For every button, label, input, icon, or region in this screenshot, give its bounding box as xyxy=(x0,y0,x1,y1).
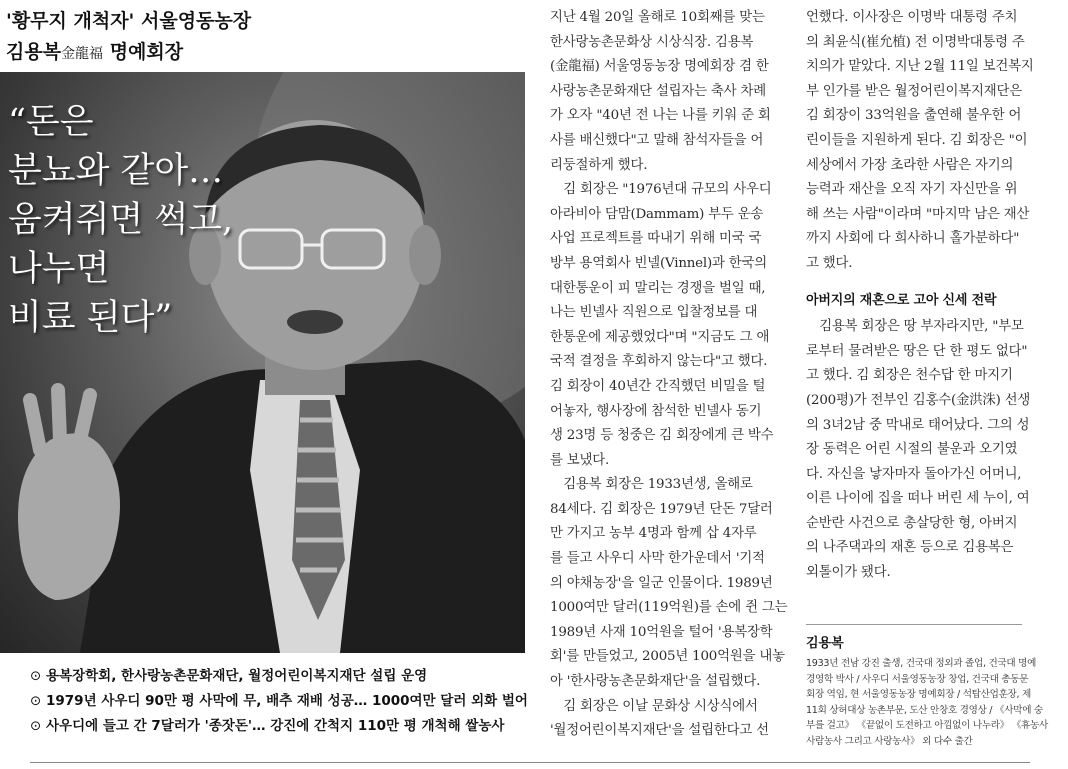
text-line: 사람농사 그리고 사랑농사》 외 다수 출간 xyxy=(806,735,973,747)
text-line: '월정어린이복지재단'을 설립한다고 선 xyxy=(550,723,769,739)
text-line: 만 가지고 농부 4명과 함께 삽 4자루 xyxy=(550,526,757,542)
profile-divider xyxy=(806,624,1022,625)
text-line: 회장 역임, 현 서울영동농장 명예회장 / 석탑산업훈장, 제 xyxy=(806,689,1031,701)
text-line: 한통운에 제공했었다"며 "지금도 그 애 xyxy=(550,329,770,345)
text-line: 이른 나이에 집을 떠나 버린 세 누이, 여 xyxy=(806,491,1030,507)
text-line: 로부터 물려받은 땅은 단 한 평도 없다" xyxy=(806,343,1028,359)
text-line: 사랑농촌문화재단 설립자는 축사 차례 xyxy=(550,83,766,99)
text-line: 한사랑농촌문화상 시상식장. 김용복 xyxy=(550,34,754,50)
person-title: 명예회장 xyxy=(109,41,184,63)
text-line: 외톨이가 됐다. xyxy=(806,565,891,581)
quote-line: 분뇨와 같아… xyxy=(8,151,224,191)
text-line: 부를 걸고》 《끝없이 도전하고 아낌없이 나누라》 《휴농사 xyxy=(806,720,1048,732)
bullet-mark-icon: ⊙ xyxy=(30,668,42,684)
text-line: 를 들고 사우디 사막 한가운데서 '기적 xyxy=(550,551,765,567)
text-line: 가 오자 "40년 전 나는 나를 키워 준 회 xyxy=(550,108,771,124)
bullet-item xyxy=(30,714,530,739)
quote-line: “돈은 xyxy=(8,102,94,142)
text-line: 생 23명 등 청중은 김 회장에게 큰 박수 xyxy=(550,428,774,444)
text-line: 1989년 사재 10억원을 털어 '용복장학 xyxy=(550,624,773,640)
text-line: 대한통운이 피 말리는 경쟁을 벌일 때, xyxy=(550,280,766,296)
text-line: 고 했다. 김 회장은 천수답 한 마지기 xyxy=(806,368,1013,384)
bullet-mark-icon: ⊙ xyxy=(30,718,42,734)
text-line: 김 회장은 이날 문화상 시상식에서 xyxy=(550,698,758,714)
section-subhead: 아버지의 재혼으로 고아 신세 전락 xyxy=(806,292,997,308)
text-line: 의 3녀2남 중 막내로 태어났다. 그의 성 xyxy=(806,417,1030,433)
text-line: 어놓자, 행사장에 참석한 빈넬사 동기 xyxy=(550,403,762,419)
text-line: 아 '한사랑농촌문화재단'을 설립했다. xyxy=(550,674,761,690)
text-line: 84세다. 김 회장은 1979년 단돈 7달러 xyxy=(550,501,773,517)
summary-bullets xyxy=(30,664,530,739)
text-line: 김용복 회장은 1933년생, 올해로 xyxy=(550,477,753,493)
person-name: 김용복 xyxy=(6,41,62,63)
text-line: 리둥절하게 했다. xyxy=(550,157,648,173)
name-headline xyxy=(6,37,183,64)
text-line: 사를 배신했다"고 말해 참석자들을 어 xyxy=(550,132,764,148)
text-line: (200평)가 전부인 김홍수(金洪洙) 선생 xyxy=(806,392,1031,408)
column-2-bottom xyxy=(806,315,1031,586)
text-line: 순반란 사건으로 총살당한 형, 아버지 xyxy=(806,515,1018,531)
text-line: 의 최윤식(崔允植) 전 이명박대통령 주 xyxy=(806,34,1025,50)
text-line: 다. 자신을 낳자마자 돌아가신 어머니, xyxy=(806,466,1022,482)
text-line: 해 쓰는 사람"이라며 "마지막 남은 재산 xyxy=(806,206,1030,222)
bullet-text: 사우디에 들고 간 7달러가 '종잣돈'… 강진에 간척지 110만 평 개척해 쌀농사 xyxy=(46,718,505,734)
text-line: 치의가 맡았다. 지난 2월 11일 보건복지 xyxy=(806,59,1034,75)
quote-line: 비료 된다” xyxy=(8,298,173,338)
text-line: 의 나주댁과의 재혼 등으로 김용복은 xyxy=(806,540,1014,556)
bullet-item xyxy=(30,689,530,714)
bullet-text: 1979년 사우디 90만 평 사막에 무, 배추 재배 성공… 1000여만 달러 외화 벌어 xyxy=(46,693,528,709)
text-line: 의 야채농장'을 일군 인물이다. 1989년 xyxy=(550,575,773,591)
pull-quote xyxy=(8,98,233,343)
text-line: 방부 용역회사 빈넬(Vinnel)과 한국의 xyxy=(550,255,768,271)
text-line: 까지 사회에 다 희사하니 홀가분하다" xyxy=(806,231,1020,247)
text-line: (金龍福) 서울영동농장 명예회장 겸 한 xyxy=(550,59,769,75)
quote-line: 움켜쥐면 썩고, xyxy=(8,200,234,240)
text-line: 김 회장이 40년간 간직했던 비밀을 털 xyxy=(550,378,766,394)
text-line: 를 보냈다. xyxy=(550,452,610,468)
bullet-mark-icon: ⊙ xyxy=(30,693,42,709)
text-line: 국적 결정을 후회하지 않는다"고 했다. xyxy=(550,354,768,370)
profile-title: 김용복 xyxy=(806,636,844,651)
portrait-photo xyxy=(0,0,525,653)
profile-box xyxy=(806,656,1048,750)
text-line: 세상에서 가장 초라한 사람은 자기의 xyxy=(806,157,1014,173)
text-line: 김용복 회장은 땅 부자라지만, "부모 xyxy=(806,319,1024,335)
text-line: 장 동력은 어린 시절의 불운과 오기였 xyxy=(806,442,1018,458)
text-line: 회'를 만들었고, 2005년 100억원을 내놓 xyxy=(550,649,785,665)
quote-line: 나누면 xyxy=(8,249,110,289)
article-column-1 xyxy=(550,6,788,744)
text-line: 1933년 전남 강진 출생, 건국대 정외과 졸업, 건국대 명예 xyxy=(806,658,1037,669)
text-line: 지난 4월 20일 올해로 10회째를 맞는 xyxy=(550,10,765,25)
text-line: 김 회장이 33억원을 출연해 불우한 어 xyxy=(806,108,1022,124)
text-line: 능력과 재산을 오직 자기 자신만을 위 xyxy=(806,182,1018,198)
text-line: 언했다. 이사장은 이명박 대통령 주치 xyxy=(806,10,1018,25)
text-line: 경영학 박사 / 사우디 서울영동농장 창업, 건국대 총동문 xyxy=(806,673,1029,685)
text-line: 11회 상허대상 농촌부문, 도산 안창호 경영상 / 《사막에 숭 xyxy=(806,704,1043,716)
text-line: 사업 프로젝트를 따내기 위해 미국 국 xyxy=(550,231,762,247)
text-line: 고 했다. xyxy=(806,255,853,271)
person-name-hanja: 金龍福 xyxy=(61,46,104,62)
kicker-headline: '황무지 개척자' 서울영동농장 xyxy=(6,10,252,32)
text-line: 김 회장은 "1976년대 규모의 사우디 xyxy=(550,182,772,198)
bullet-text: 용복장학회, 한사랑농촌문화재단, 월정어린이복지재단 설립 운영 xyxy=(46,668,428,684)
text-line: 린이들을 지원하게 된다. 김 회장은 "이 xyxy=(806,132,1028,148)
text-line: 나는 빈넬사 직원으로 입찰정보를 대 xyxy=(550,305,758,321)
text-line: 아라비아 담맘(Dammam) 부두 운송 xyxy=(550,206,764,222)
text-line: 1000여만 달러(119억원)를 손에 쥔 그는 xyxy=(550,600,788,616)
column-2-top xyxy=(806,6,1034,277)
bullet-item xyxy=(30,664,530,689)
bottom-rule xyxy=(30,762,1030,763)
text-line: 부 인가를 받은 월정어린이복지재단은 xyxy=(806,83,1022,99)
article-column-2 xyxy=(806,6,1034,586)
